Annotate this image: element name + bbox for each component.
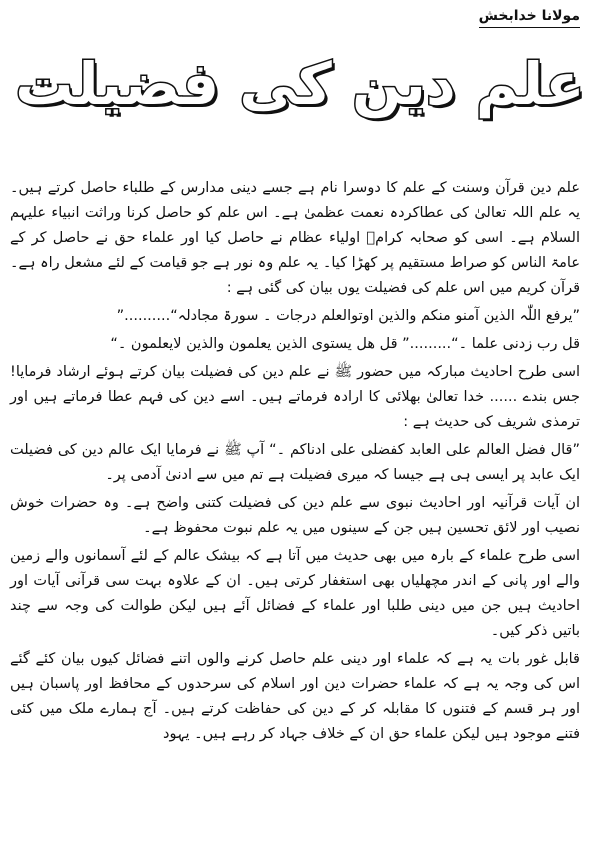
paragraph-ulama-virtue: اسی طرح علماء کے بارہ میں بھی حدیث میں آتا ہے کہ بیشک عالم کے لئے آسمانوں والے زمین والے اور پانی کے اندر مچھلیاں بھی استغفار کرتی ہیں۔ ان کے علاوہ بہت سی قرآنی آیات اور احادیث ہیں جن میں دینی طلبا اور علماء کے فضائل آئے ہیں لیکن طوالت کی وجہ سے چند باتیں ذکر کیں۔ [10,548,580,639]
paragraph-intro: علم دین قرآن وسنت کے علم کا دوسرا نام ہے جسے دینی مدارس کے طلباء حاصل کرتے ہیں۔ یہ علم اللہ تعالیٰ کی عطاکردہ نعمت عظمیٰ ہے۔ اس علم کو حاصل کرنا وراثت انبیاء علیہم السلام ہے۔ اسی کو صحابہ کرامؓ اولیاء عظام نے حاصل کیا اور علماء حق نے حاصل کر کے عامۃ الناس کو صراط مستقیم پر کھڑا کیا۔ یہ علم وہ نور ہے جو قیامت کے لئے مشعل راہ ہے۔ قرآن کریم میں اس علم کی فضیلت یوں بیان کی گئی ہے : [10,180,580,296]
article-title: علم دین کی فضیلت [15,50,585,118]
paragraph-verses-clarity: ان آیات قرآنیہ اور احادیث نبوی سے علم دین کی فضیلت کتنی واضح ہے۔ وہ حضرات خوش نصیب اور لائق تحسین ہیں جن کے سینوں میں یہ علم نبوت محفوظ ہے۔ [10,495,580,536]
quran-verse-1: ”یرفع اللّٰہ الذین آمنو منکم والذین اوتوالعلم درجات ۔ سورۃ مجادلہ“..........” [116,308,580,324]
paragraph-reason: قابل غور بات یہ ہے کہ علماء اور دینی علم حاصل کرنے والوں اتنے فضائل کیوں بیان کئے گئے اس کی وجہ یہ ہے کہ علماء حضرات دین اور اسلام کی سرحدوں کے محافظ اور پاسبان ہیں اور ہر قسم کے فتنوں کا مقابلہ کر کے دین کی حفاظت کرتے ہیں۔ آج ہمارے ملک میں کئی فتنے موجود ہیں لیکن علماء حق ان کے خلاف جہاد کر رہے ہیں۔ یہود [10,651,580,742]
paragraph-hadith: ”قال فضل العالم علی العابد کفضلی علی ادناکم ۔“ آپ ﷺ نے فرمایا ایک عالم دین کی فضیلت ایک عابد پر ایسی ہی ہے جیسا کہ میری فضیلت ہے تم میں سے ادنیٰ آدمی پر۔ [10,442,580,483]
title-banner [15,30,585,138]
paragraph-hadith-intro: اسی طرح احادیث مبارکہ میں حضور ﷺ نے علم دین کی فضیلت بیان کرتے ہوئے ارشاد فرمایا! جس بندے ...... خدا تعالیٰ بھلائی کا ارادہ فرماتے ہیں۔ اسے دین کی فہم عطا فرماتے ہیں اور ترمذی شریف کی حدیث ہے : [10,364,580,430]
article-body [10,176,580,750]
quran-verse-2: قل رب زدنی علما ۔“.........” قل ھل یستوی الذین یعلمون والذین لایعلمون ۔“ [110,336,580,352]
author-name: مولانا خدابخش [479,8,580,28]
